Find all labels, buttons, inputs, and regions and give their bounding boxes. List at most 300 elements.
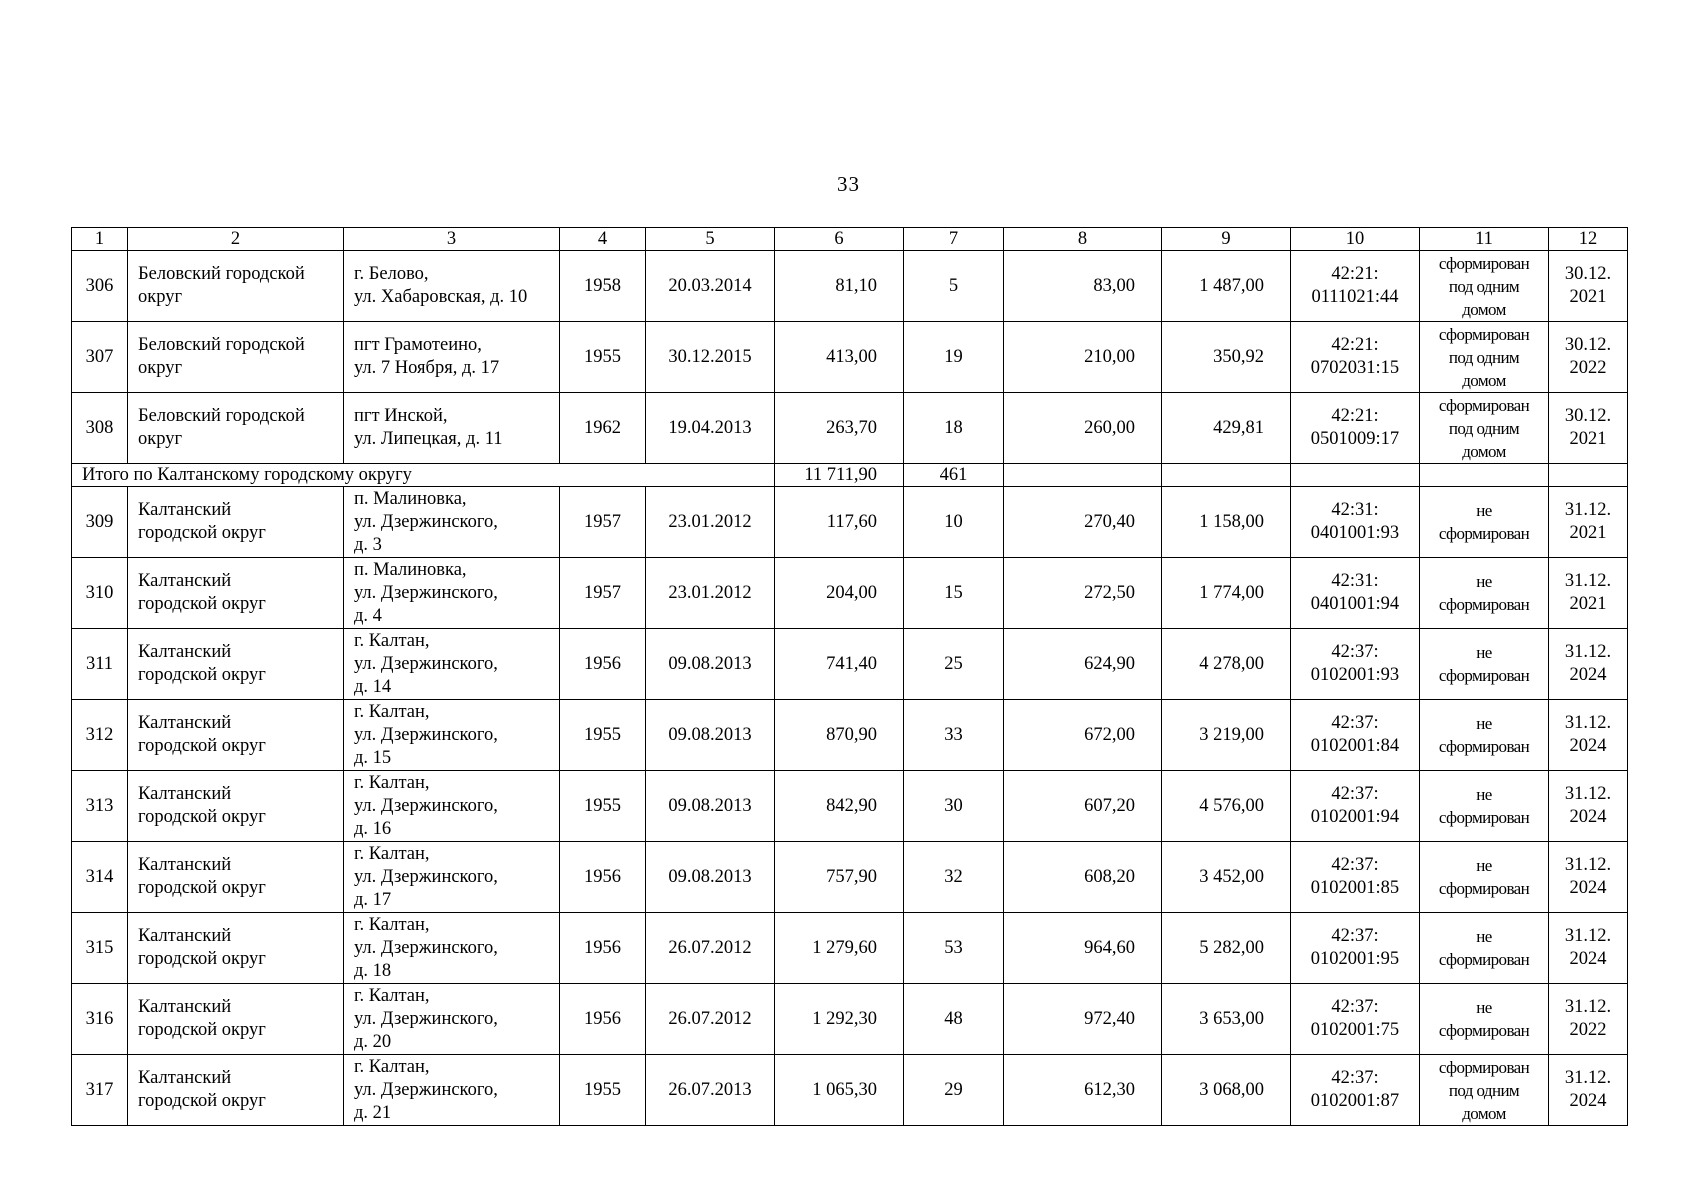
col8-cell: 607,20 [1004,771,1162,842]
cadastral-cell [1291,558,1420,629]
column-header: 6 [775,228,904,251]
address-cell-line: п. Малиновка, [354,488,467,509]
cadastral-cell-line: 0102001:84 [1310,736,1400,756]
cadastral-cell [1291,629,1420,700]
area-cell: 1 292,30 [775,984,904,1055]
cadastral-cell [1291,842,1420,913]
district-cell-line: городской округ [138,949,266,969]
date-cell: 23.01.2012 [646,487,775,558]
table-body [72,228,1628,1126]
date-cell: 26.07.2012 [646,984,775,1055]
cadastral-cell-line: 0501009:17 [1310,429,1400,449]
column-header: 1 [72,228,128,251]
status-cell-line: сформирован [1438,1057,1530,1077]
status-cell-line: не [1476,998,1492,1017]
page-number: 33 [837,172,860,196]
address-cell-line: ул. Дзержинского, [354,511,498,532]
district-cell-line: Калтанский [138,642,232,662]
col9-cell: 1 487,00 [1162,251,1291,322]
empty-cell [1291,464,1420,487]
deadline-cell [1549,322,1628,393]
row-number: 314 [72,842,128,913]
year-cell: 1956 [560,913,646,984]
address-cell-line: д. 16 [354,818,392,839]
people-cell: 5 [904,251,1004,322]
date-cell: 09.08.2013 [646,771,775,842]
date-cell: 09.08.2013 [646,842,775,913]
deadline-cell-line: 2022 [1569,1020,1607,1040]
year-cell: 1956 [560,842,646,913]
cadastral-cell-line: 42:21: [1331,406,1379,426]
date-cell: 30.12.2015 [646,322,775,393]
subtotal-row [72,464,1628,487]
date-cell: 23.01.2012 [646,558,775,629]
deadline-cell-line: 2024 [1569,807,1607,827]
address-cell-line: ул. Дзержинского, [354,582,498,603]
cadastral-cell-line: 0102001:93 [1310,665,1400,685]
status-cell-line: не [1476,714,1492,733]
cadastral-cell-line: 0401001:93 [1310,523,1400,543]
district-cell-line: городской округ [138,807,266,827]
address-cell [344,629,560,700]
cadastral-cell-line: 0102001:95 [1310,949,1400,969]
district-cell-line: городской округ [138,878,266,898]
deadline-cell [1549,984,1628,1055]
address-cell [344,771,560,842]
col9-cell: 4 278,00 [1162,629,1291,700]
date-cell: 19.04.2013 [646,393,775,464]
address-cell-line: п. Малиновка, [354,559,467,580]
address-cell-line: д. 20 [354,1031,392,1052]
status-cell-line: не [1476,643,1492,662]
address-cell-line: ул. Дзержинского, [354,795,498,816]
row-number: 306 [72,251,128,322]
people-cell: 53 [904,913,1004,984]
address-cell [344,913,560,984]
status-cell [1420,771,1549,842]
deadline-cell [1549,913,1628,984]
deadline-cell-line: 31.12. [1564,1068,1612,1088]
column-header: 10 [1291,228,1420,251]
address-cell-line: ул. Дзержинского, [354,1079,498,1100]
people-cell: 32 [904,842,1004,913]
status-cell-line: сформирован [1438,879,1530,898]
status-cell [1420,251,1549,322]
status-cell [1420,913,1549,984]
housing-table [71,227,1628,1126]
status-cell-line: сформирован [1438,1021,1530,1040]
status-cell-line: домом [1462,441,1506,461]
cadastral-cell-line: 42:37: [1331,784,1379,804]
deadline-cell [1549,842,1628,913]
address-cell [344,558,560,629]
cadastral-cell [1291,393,1420,464]
people-cell: 48 [904,984,1004,1055]
year-cell: 1958 [560,251,646,322]
deadline-cell-line: 31.12. [1564,784,1612,804]
address-cell-line: ул. 7 Ноября, д. 17 [354,358,500,378]
district-cell-line: Калтанский [138,571,232,591]
status-cell-line: сформирован [1438,950,1530,969]
people-cell: 15 [904,558,1004,629]
deadline-cell-line: 2024 [1569,736,1607,756]
deadline-cell-line: 2024 [1569,949,1607,969]
district-cell [128,1055,344,1126]
status-cell-line: сформирован [1438,666,1530,685]
date-cell: 09.08.2013 [646,700,775,771]
col8-cell: 612,30 [1004,1055,1162,1126]
people-cell: 25 [904,629,1004,700]
address-cell-line: д. 3 [354,534,382,555]
column-header: 5 [646,228,775,251]
column-header: 4 [560,228,646,251]
col9-cell: 3 452,00 [1162,842,1291,913]
row-number: 312 [72,700,128,771]
district-cell-line: округ [138,358,183,378]
deadline-cell-line: 31.12. [1564,642,1612,662]
empty-cell [1004,464,1162,487]
row-number: 310 [72,558,128,629]
deadline-cell [1549,393,1628,464]
address-cell-line: д. 17 [354,889,392,910]
col8-cell: 270,40 [1004,487,1162,558]
district-cell-line: городской округ [138,736,266,756]
address-cell-line: г. Белово, [354,264,429,284]
table-row [72,913,1628,984]
district-cell-line: городской округ [138,523,266,543]
year-cell: 1957 [560,558,646,629]
column-header: 7 [904,228,1004,251]
cadastral-cell-line: 42:37: [1331,1068,1379,1088]
column-header: 2 [128,228,344,251]
deadline-cell-line: 31.12. [1564,500,1612,520]
table-row [72,629,1628,700]
deadline-cell-line: 30.12. [1564,264,1612,284]
row-number: 308 [72,393,128,464]
row-number: 316 [72,984,128,1055]
status-cell [1420,322,1549,393]
district-cell [128,393,344,464]
col8-cell: 83,00 [1004,251,1162,322]
district-cell [128,771,344,842]
col9-cell: 3 219,00 [1162,700,1291,771]
people-cell: 33 [904,700,1004,771]
status-cell-line: не [1476,927,1492,946]
district-cell-line: округ [138,287,183,307]
date-cell: 20.03.2014 [646,251,775,322]
table-row [72,984,1628,1055]
area-cell: 741,40 [775,629,904,700]
status-cell-line: под одним [1448,418,1520,438]
deadline-cell-line: 31.12. [1564,855,1612,875]
row-number: 307 [72,322,128,393]
address-cell [344,1055,560,1126]
empty-cell [1162,464,1291,487]
deadline-cell [1549,487,1628,558]
deadline-cell-line: 2022 [1569,358,1607,378]
deadline-cell-line: 31.12. [1564,713,1612,733]
cadastral-cell [1291,700,1420,771]
address-cell [344,393,560,464]
address-cell-line: г. Калтан, [354,914,430,935]
address-cell-line: д. 15 [354,747,392,768]
district-cell [128,322,344,393]
cadastral-cell [1291,913,1420,984]
table-row [72,1055,1628,1126]
deadline-cell-line: 31.12. [1564,571,1612,591]
address-cell-line: г. Калтан, [354,843,430,864]
deadline-cell-line: 2021 [1569,523,1607,543]
deadline-cell-line: 31.12. [1564,926,1612,946]
deadline-cell-line: 30.12. [1564,406,1612,426]
address-cell-line: пгт Инской, [354,406,448,426]
status-cell-line: не [1476,785,1492,804]
district-cell [128,842,344,913]
cadastral-cell-line: 42:21: [1331,335,1379,355]
col8-cell: 624,90 [1004,629,1162,700]
cadastral-cell [1291,322,1420,393]
address-cell-line: д. 14 [354,676,392,697]
people-cell: 30 [904,771,1004,842]
status-cell-line: под одним [1448,347,1520,367]
address-cell-line: ул. Дзержинского, [354,866,498,887]
cadastral-cell-line: 0102001:85 [1310,878,1400,898]
address-cell [344,322,560,393]
address-cell [344,700,560,771]
status-cell-line: не [1476,501,1492,520]
cadastral-cell-line: 0111021:44 [1311,287,1399,307]
cadastral-cell-line: 0702031:15 [1310,358,1400,378]
table-row [72,842,1628,913]
col8-cell: 210,00 [1004,322,1162,393]
address-cell-line: пгт Грамотеино, [354,335,482,355]
col9-cell: 1 158,00 [1162,487,1291,558]
date-cell: 09.08.2013 [646,629,775,700]
status-cell-line: не [1476,572,1492,591]
cadastral-cell-line: 0102001:87 [1310,1091,1400,1111]
subtotal-area: 11 711,90 [775,464,904,487]
col8-cell: 672,00 [1004,700,1162,771]
people-cell: 10 [904,487,1004,558]
table-row [72,322,1628,393]
empty-cell [1420,464,1549,487]
year-cell: 1955 [560,322,646,393]
district-cell-line: Беловский городской [138,264,305,284]
status-cell-line: сформирован [1438,524,1530,543]
status-cell [1420,393,1549,464]
cadastral-cell [1291,984,1420,1055]
empty-cell [1549,464,1628,487]
district-cell-line: городской округ [138,594,266,614]
cadastral-cell-line: 42:37: [1331,926,1379,946]
address-cell-line: г. Калтан, [354,701,430,722]
subtotal-label: Итого по Калтанскому городскому округу [72,464,775,487]
column-header: 3 [344,228,560,251]
address-cell-line: д. 21 [354,1102,392,1123]
district-cell-line: Калтанский [138,784,232,804]
year-cell: 1962 [560,393,646,464]
district-cell [128,984,344,1055]
area-cell: 870,90 [775,700,904,771]
address-cell-line: г. Калтан, [354,985,430,1006]
status-cell [1420,629,1549,700]
address-cell [344,984,560,1055]
table-row [72,700,1628,771]
cadastral-cell [1291,771,1420,842]
area-cell: 413,00 [775,322,904,393]
district-cell-line: Калтанский [138,500,232,520]
status-cell [1420,487,1549,558]
date-cell: 26.07.2013 [646,1055,775,1126]
deadline-cell-line: 2021 [1569,287,1607,307]
district-cell-line: Калтанский [138,855,232,875]
cadastral-cell-line: 42:31: [1331,500,1379,520]
year-cell: 1955 [560,1055,646,1126]
address-cell-line: г. Калтан, [354,1056,430,1077]
subtotal-people: 461 [904,464,1004,487]
deadline-cell-line: 2024 [1569,878,1607,898]
status-cell-line: сформирован [1438,595,1530,614]
column-header: 12 [1549,228,1628,251]
district-cell-line: округ [138,429,183,449]
deadline-cell-line: 2021 [1569,594,1607,614]
year-cell: 1957 [560,487,646,558]
col9-cell: 350,92 [1162,322,1291,393]
address-cell-line: ул. Липецкая, д. 11 [354,429,503,449]
year-cell: 1956 [560,984,646,1055]
status-cell-line: домом [1462,299,1506,319]
deadline-cell [1549,700,1628,771]
area-cell: 263,70 [775,393,904,464]
table-row [72,251,1628,322]
column-header: 9 [1162,228,1291,251]
district-cell [128,487,344,558]
col9-cell: 4 576,00 [1162,771,1291,842]
status-cell-line: под одним [1448,1080,1520,1100]
deadline-cell [1549,629,1628,700]
area-cell: 1 279,60 [775,913,904,984]
table-row [72,393,1628,464]
district-cell-line: Беловский городской [138,335,305,355]
row-number: 315 [72,913,128,984]
address-cell-line: д. 18 [354,960,392,981]
year-cell: 1956 [560,629,646,700]
district-cell [128,700,344,771]
deadline-cell [1549,558,1628,629]
table-row [72,487,1628,558]
people-cell: 19 [904,322,1004,393]
area-cell: 1 065,30 [775,1055,904,1126]
address-cell-line: ул. Дзержинского, [354,724,498,745]
area-cell: 204,00 [775,558,904,629]
cadastral-cell-line: 42:21: [1331,264,1379,284]
status-cell-line: сформирован [1438,324,1530,344]
address-cell [344,842,560,913]
col9-cell: 3 068,00 [1162,1055,1291,1126]
district-cell-line: Калтанский [138,1068,232,1088]
address-cell-line: ул. Хабаровская, д. 10 [354,287,528,307]
area-cell: 117,60 [775,487,904,558]
status-cell [1420,842,1549,913]
status-cell-line: сформирован [1438,395,1530,415]
cadastral-cell-line: 42:37: [1331,642,1379,662]
district-cell-line: городской округ [138,1091,266,1111]
cadastral-cell-line: 42:37: [1331,997,1379,1017]
district-cell [128,558,344,629]
cadastral-cell-line: 42:31: [1331,571,1379,591]
district-cell-line: городской округ [138,1020,266,1040]
header-row [72,228,1628,251]
status-cell-line: домом [1462,1103,1506,1123]
status-cell-line: домом [1462,370,1506,390]
table-row [72,558,1628,629]
address-cell [344,251,560,322]
table-row [72,771,1628,842]
status-cell [1420,984,1549,1055]
address-cell-line: г. Калтан, [354,630,430,651]
status-cell-line: сформирован [1438,737,1530,756]
row-number: 311 [72,629,128,700]
col9-cell: 5 282,00 [1162,913,1291,984]
address-cell-line: д. 4 [354,605,382,626]
address-cell-line: ул. Дзержинского, [354,653,498,674]
cadastral-cell-line: 0102001:75 [1310,1020,1400,1040]
district-cell-line: Калтанский [138,926,232,946]
col8-cell: 964,60 [1004,913,1162,984]
col9-cell: 1 774,00 [1162,558,1291,629]
cadastral-cell [1291,487,1420,558]
status-cell [1420,558,1549,629]
cadastral-cell [1291,1055,1420,1126]
col8-cell: 272,50 [1004,558,1162,629]
area-cell: 842,90 [775,771,904,842]
address-cell-line: ул. Дзержинского, [354,1008,498,1029]
cadastral-cell-line: 42:37: [1331,855,1379,875]
status-cell-line: под одним [1448,276,1520,296]
deadline-cell [1549,1055,1628,1126]
district-cell [128,629,344,700]
deadline-cell [1549,251,1628,322]
row-number: 313 [72,771,128,842]
cadastral-cell-line: 42:37: [1331,713,1379,733]
district-cell-line: Калтанский [138,997,232,1017]
column-header: 8 [1004,228,1162,251]
row-number: 309 [72,487,128,558]
status-cell-line: не [1476,856,1492,875]
cadastral-cell-line: 0401001:94 [1310,594,1400,614]
deadline-cell-line: 2024 [1569,1091,1607,1111]
district-cell-line: Калтанский [138,713,232,733]
year-cell: 1955 [560,771,646,842]
people-cell: 18 [904,393,1004,464]
address-cell [344,487,560,558]
district-cell [128,913,344,984]
cadastral-cell [1291,251,1420,322]
district-cell [128,251,344,322]
column-header: 11 [1420,228,1549,251]
deadline-cell-line: 31.12. [1564,997,1612,1017]
deadline-cell [1549,771,1628,842]
district-cell-line: Беловский городской [138,406,305,426]
area-cell: 81,10 [775,251,904,322]
date-cell: 26.07.2012 [646,913,775,984]
col8-cell: 260,00 [1004,393,1162,464]
cadastral-cell-line: 0102001:94 [1310,807,1400,827]
col9-cell: 3 653,00 [1162,984,1291,1055]
deadline-cell-line: 2021 [1569,429,1607,449]
address-cell-line: г. Калтан, [354,772,430,793]
row-number: 317 [72,1055,128,1126]
